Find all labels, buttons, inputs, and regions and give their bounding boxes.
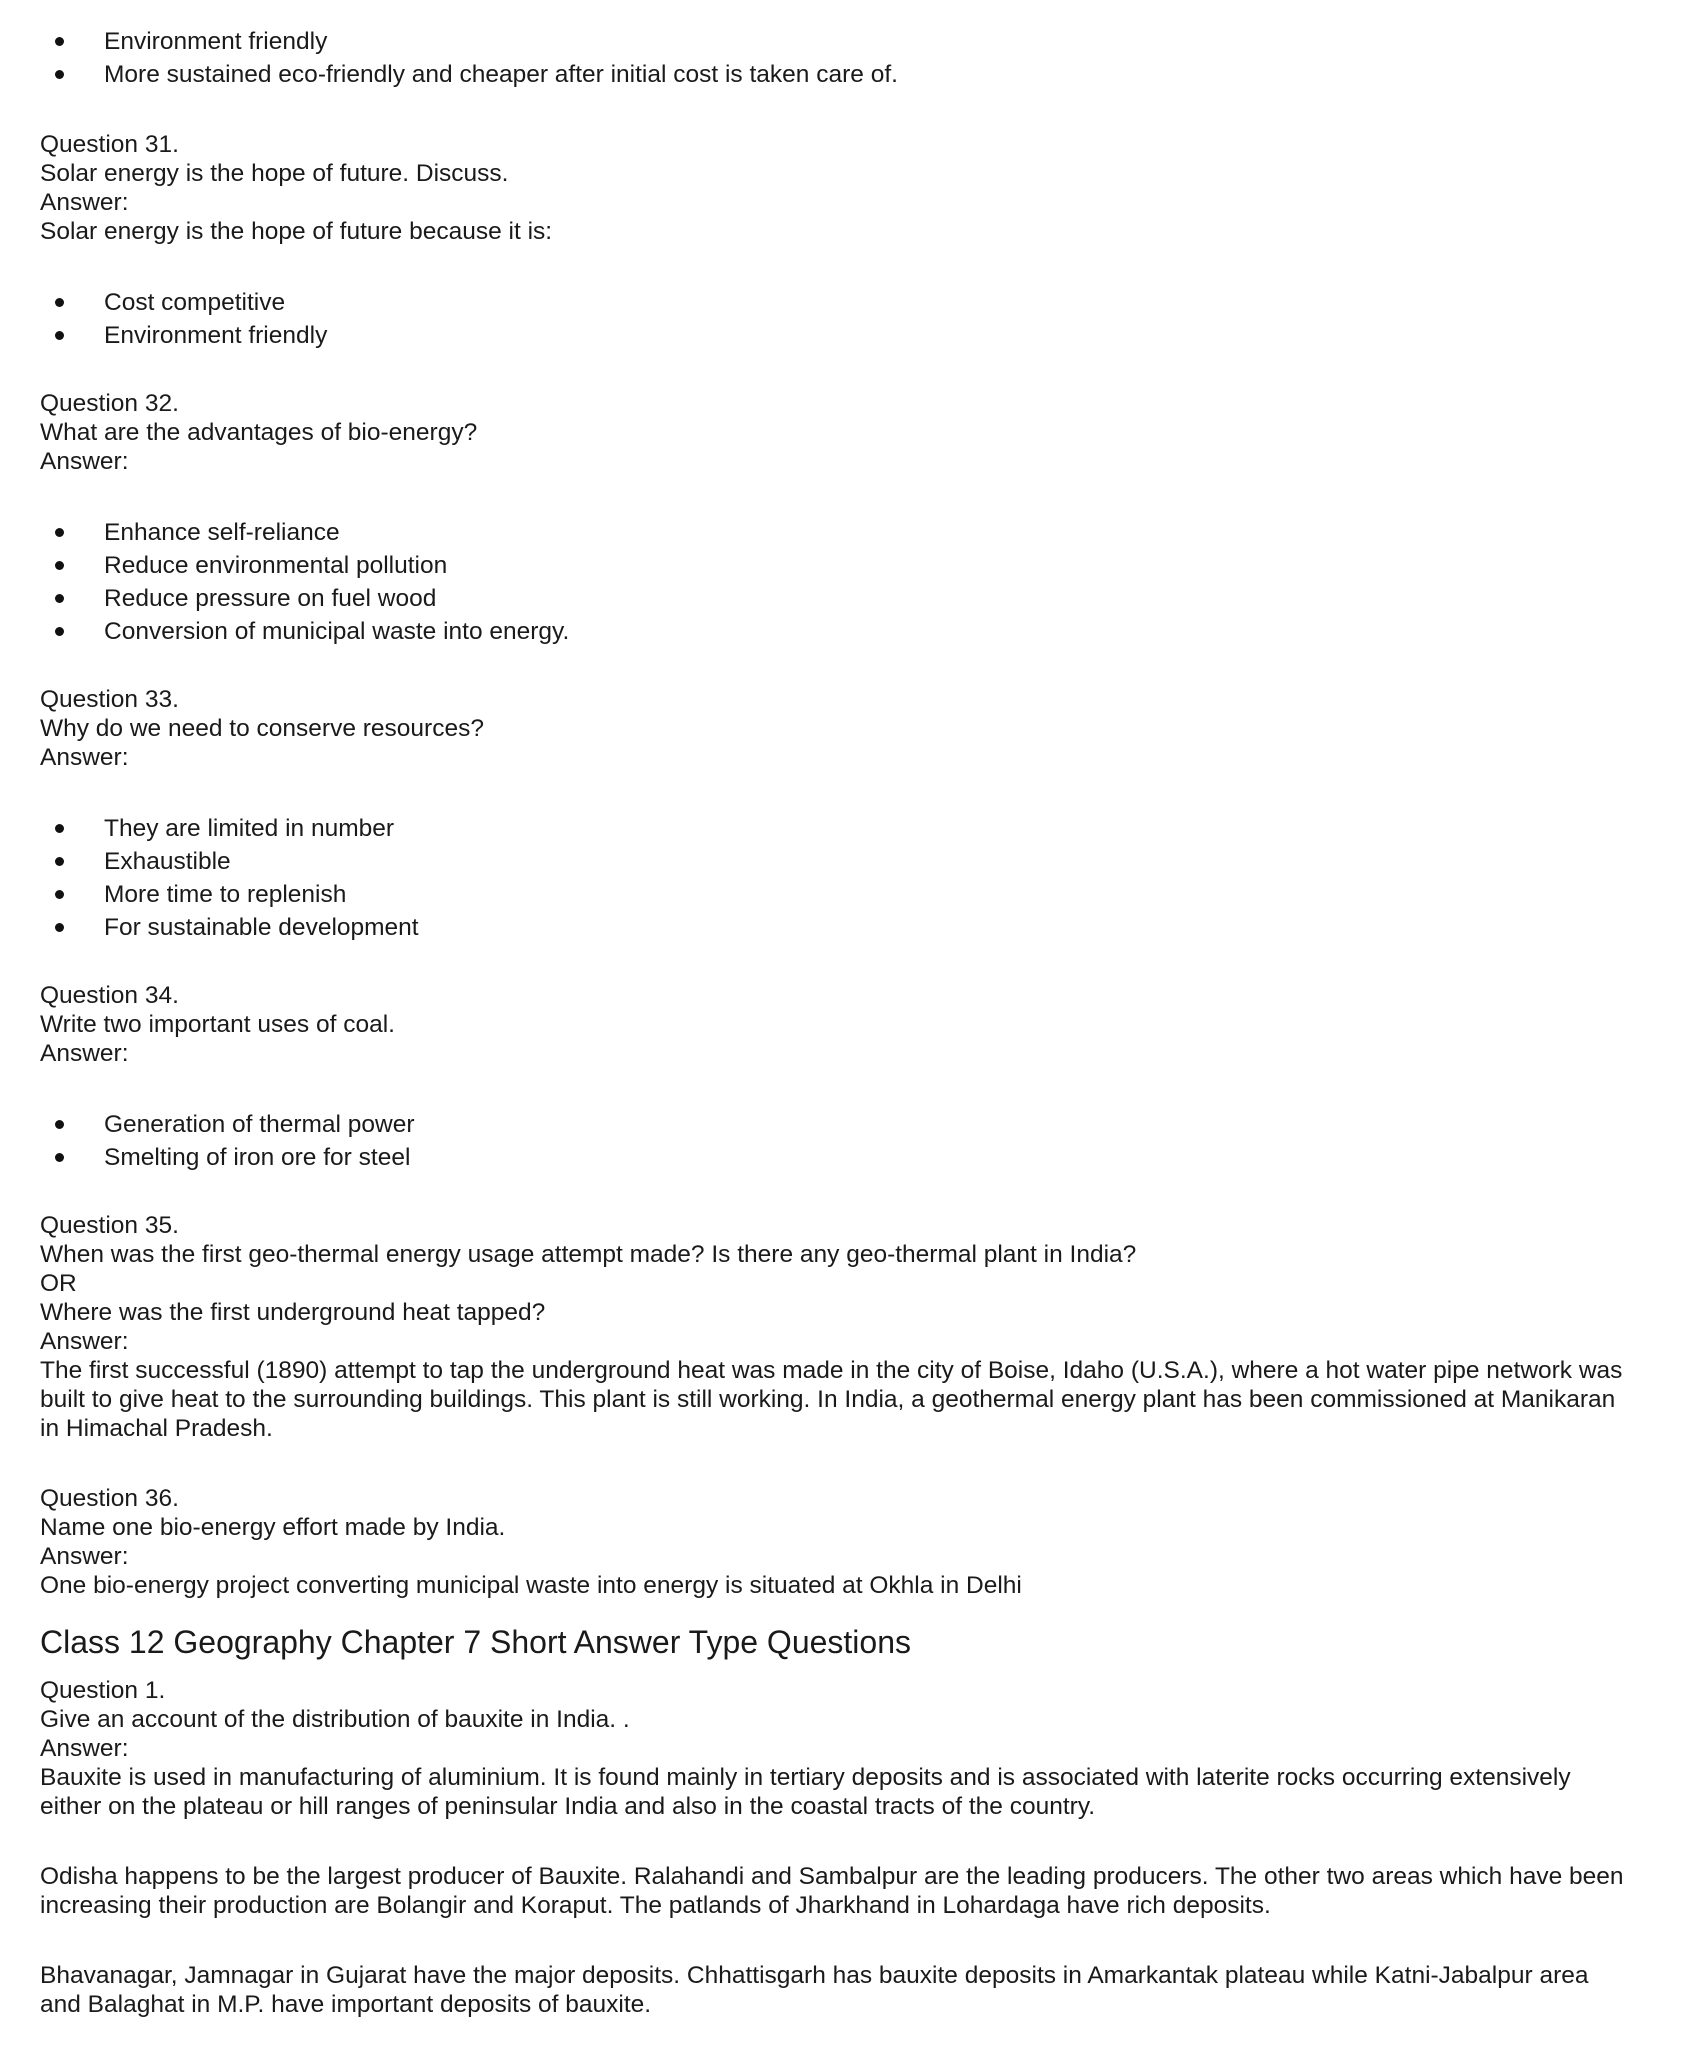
list-item-text: Environment friendly (104, 28, 328, 55)
question-text: Why do we need to conserve resources? (40, 715, 484, 742)
list-item-text: Generation of thermal power (104, 1111, 415, 1138)
answer-label: Answer: (40, 744, 129, 771)
list-item-text: Reduce environmental pollution (104, 552, 448, 579)
answer-label: Answer: (40, 1328, 129, 1355)
list-item (40, 911, 1660, 944)
answer-label: Answer: (40, 1543, 129, 1570)
bullet-icon (55, 561, 64, 570)
list-item (40, 878, 1660, 911)
answer-text: Bauxite is used in manufacturing of aluminium. It is found mainly in tertiary deposits and is associated with laterite rocks occurring extensively (40, 1764, 1571, 1791)
question-text: When was the first geo-thermal energy usage attempt made? Is there any geo-thermal plant in India? (40, 1241, 1137, 1268)
answer-bullet-list (40, 286, 1660, 352)
answer-label: Answer: (40, 448, 129, 475)
answer-text: increasing their production are Bolangir and Koraput. The patlands of Jharkhand in Lohardaga have rich deposits. (40, 1892, 1271, 1919)
alt-question-text: Where was the first underground heat tapped? (40, 1299, 546, 1326)
answer-text: either on the plateau or hill ranges of peninsular India and also in the coastal tracts of the country. (40, 1793, 1096, 1820)
question-32 (40, 389, 1660, 648)
question-36 (40, 1484, 1660, 1600)
question-number: Question 33. (40, 686, 179, 713)
bullet-icon (55, 857, 64, 866)
bullet-icon (55, 528, 64, 537)
list-item (40, 582, 1660, 615)
list-item (40, 845, 1660, 878)
bullet-icon (55, 890, 64, 899)
question-text: Give an account of the distribution of bauxite in India. . (40, 1706, 630, 1733)
list-item-text: Enhance self-reliance (104, 519, 340, 546)
answer-text: The first successful (1890) attempt to tap the underground heat was made in the city of Boise, Idaho (U.S.A.), where a hot water pipe network was (40, 1357, 1623, 1384)
list-item (40, 25, 1660, 58)
list-item-text: For sustainable development (104, 914, 419, 941)
list-item (40, 1108, 1660, 1141)
bullet-icon (55, 1153, 64, 1162)
list-item-text: Exhaustible (104, 848, 231, 875)
bullet-icon (55, 70, 64, 79)
question-33 (40, 685, 1660, 944)
answer-bullet-list (40, 1108, 1660, 1174)
question-text: What are the advantages of bio-energy? (40, 419, 478, 446)
intro-bullet-list (40, 25, 1660, 91)
list-item (40, 1141, 1660, 1174)
bullet-icon (55, 824, 64, 833)
answer-text: built to give heat to the surrounding buildings. This plant is still working. In India, a geothermal energy plant has been commissioned at Manikaran (40, 1386, 1616, 1413)
question-text: Name one bio-energy effort made by India. (40, 1514, 506, 1541)
question-35 (40, 1211, 1660, 1443)
answer-label: Answer: (40, 1735, 129, 1762)
answer-text: in Himachal Pradesh. (40, 1415, 273, 1442)
bullet-icon (55, 298, 64, 307)
question-number: Question 35. (40, 1212, 179, 1239)
answer-text: and Balaghat in M.P. have important deposits of bauxite. (40, 1991, 652, 2018)
answer-text: Odisha happens to be the largest producer of Bauxite. Ralahandi and Sambalpur are the leading producers. The other two areas which have been (40, 1863, 1624, 1890)
list-item (40, 286, 1660, 319)
list-item (40, 615, 1660, 648)
bullet-icon (55, 923, 64, 932)
question-number: Question 1. (40, 1677, 166, 1704)
question-text: Write two important uses of coal. (40, 1011, 395, 1038)
short-question-1 (40, 1676, 1660, 2019)
answer-label: Answer: (40, 1040, 129, 1067)
bullet-icon (55, 594, 64, 603)
answer-text: Solar energy is the hope of future because it is: (40, 218, 553, 245)
list-item (40, 319, 1660, 352)
list-item (40, 812, 1660, 845)
question-31 (40, 130, 1660, 352)
list-item-text: More sustained eco-friendly and cheaper after initial cost is taken care of. (104, 61, 898, 88)
or-separator: OR (40, 1270, 77, 1297)
question-number: Question 31. (40, 131, 179, 158)
section-heading: Class 12 Geography Chapter 7 Short Answer Type Questions (40, 1624, 911, 1660)
list-item-text: Environment friendly (104, 322, 328, 349)
question-number: Question 36. (40, 1485, 179, 1512)
question-text: Solar energy is the hope of future. Discuss. (40, 160, 509, 187)
list-item-text: Cost competitive (104, 289, 286, 316)
question-number: Question 32. (40, 390, 179, 417)
list-item-text: Conversion of municipal waste into energy. (104, 618, 570, 645)
answer-bullet-list (40, 812, 1660, 944)
bullet-icon (55, 1120, 64, 1129)
question-number: Question 34. (40, 982, 179, 1009)
list-item (40, 58, 1660, 91)
answer-label: Answer: (40, 189, 129, 216)
answer-text: One bio-energy project converting municipal waste into energy is situated at Okhla in Delhi (40, 1572, 1022, 1599)
list-item-text: They are limited in number (104, 815, 395, 842)
list-item (40, 516, 1660, 549)
answer-bullet-list (40, 516, 1660, 648)
bullet-icon (55, 627, 64, 636)
list-item-text: More time to replenish (104, 881, 347, 908)
bullet-icon (55, 331, 64, 340)
bullet-icon (55, 37, 64, 46)
list-item (40, 549, 1660, 582)
list-item-text: Reduce pressure on fuel wood (104, 585, 437, 612)
answer-text: Bhavanagar, Jamnagar in Gujarat have the major deposits. Chhattisgarh has bauxite deposits in Amarkantak plateau while Katni-Jabalpur area (40, 1962, 1589, 1989)
list-item-text: Smelting of iron ore for steel (104, 1144, 411, 1171)
question-34 (40, 981, 1660, 1174)
